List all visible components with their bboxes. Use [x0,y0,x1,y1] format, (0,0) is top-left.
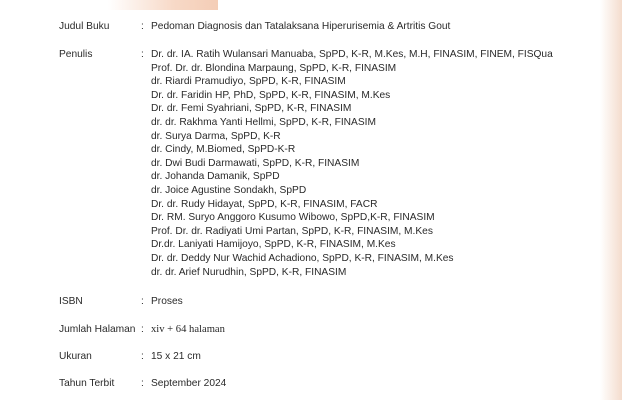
colon-separator: : [141,49,144,60]
author-name: dr. Surya Darma, SpPD, K-R [151,130,281,142]
value-ukuran: 15 x 21 cm [151,351,201,362]
colon-separator: : [141,21,144,32]
label-penulis: Penulis [59,49,93,60]
author-name: dr. dr. Rakhma Yanti Hellmi, SpPD, K-R, FINASIM [151,116,376,128]
author-name: dr. Johanda Damanik, SpPD [151,171,280,183]
author-list [151,48,553,279]
author-name: Dr. dr. Femi Syahriani, SpPD, K-R, FINASIM [151,103,352,115]
label-tahun-terbit: Tahun Terbit [59,378,115,389]
label-judul-buku: Judul Buku [59,21,110,32]
author-name: dr. dr. Arief Nurudhin, SpPD, K-R, FINASIM [151,266,347,278]
author-name: Dr. RM. Suryo Anggoro Kusumo Wibowo, SpPD,K-R, FINASIM [151,212,435,224]
value-isbn: Proses [151,296,183,307]
author-name: Dr. dr. IA. Ratih Wulansari Manuaba, SpPD, K-R, M.Kes, M.H, FINASIM, FINEM, FISQua [151,49,553,60]
author-name: Dr. dr. Faridin HP, PhD, SpPD, K-R, FINASIM, M.Kes [151,89,391,101]
right-page-edge-shade [600,0,622,400]
author-name: Dr. dr. Deddy Nur Wachid Achadiono, SpPD, K-R, FINASIM, M.Kes [151,252,454,264]
colon-separator: : [141,378,144,389]
author-name: Dr.dr. Laniyati Hamijoyo, SpPD, K-R, FINASIM, M.Kes [151,239,396,251]
value-tahun-terbit: September 2024 [151,378,227,389]
label-jumlah-halaman: Jumlah Halaman [59,324,136,335]
label-ukuran: Ukuran [59,351,92,362]
value-judul-buku: Pedoman Diagnosis dan Tatalaksana Hiperurisemia & Artritis Gout [151,21,451,32]
author-name: Dr. dr. Rudy Hidayat, SpPD, K-R, FINASIM, FACR [151,198,378,210]
label-isbn: ISBN [59,296,83,307]
value-jumlah-halaman: xiv + 64 halaman [151,324,225,335]
top-decorative-bar [108,0,218,10]
colon-separator: : [141,324,144,335]
colon-separator: : [141,351,144,362]
author-name: dr. Cindy, M.Biomed, SpPD-K-R [151,144,296,156]
author-name: dr. Riardi Pramudiyo, SpPD, K-R, FINASIM [151,76,346,88]
author-name: dr. Joice Agustine Sondakh, SpPD [151,184,307,196]
author-name: Prof. Dr. dr. Blondina Marpaung, SpPD, K-R, FINASIM [151,62,397,74]
author-name: dr. Dwi Budi Darmawati, SpPD, K-R, FINASIM [151,157,360,169]
author-name: Prof. Dr. dr. Radiyati Umi Partan, SpPD, K-R, FINASIM, M.Kes [151,225,433,237]
colon-separator: : [141,296,144,307]
